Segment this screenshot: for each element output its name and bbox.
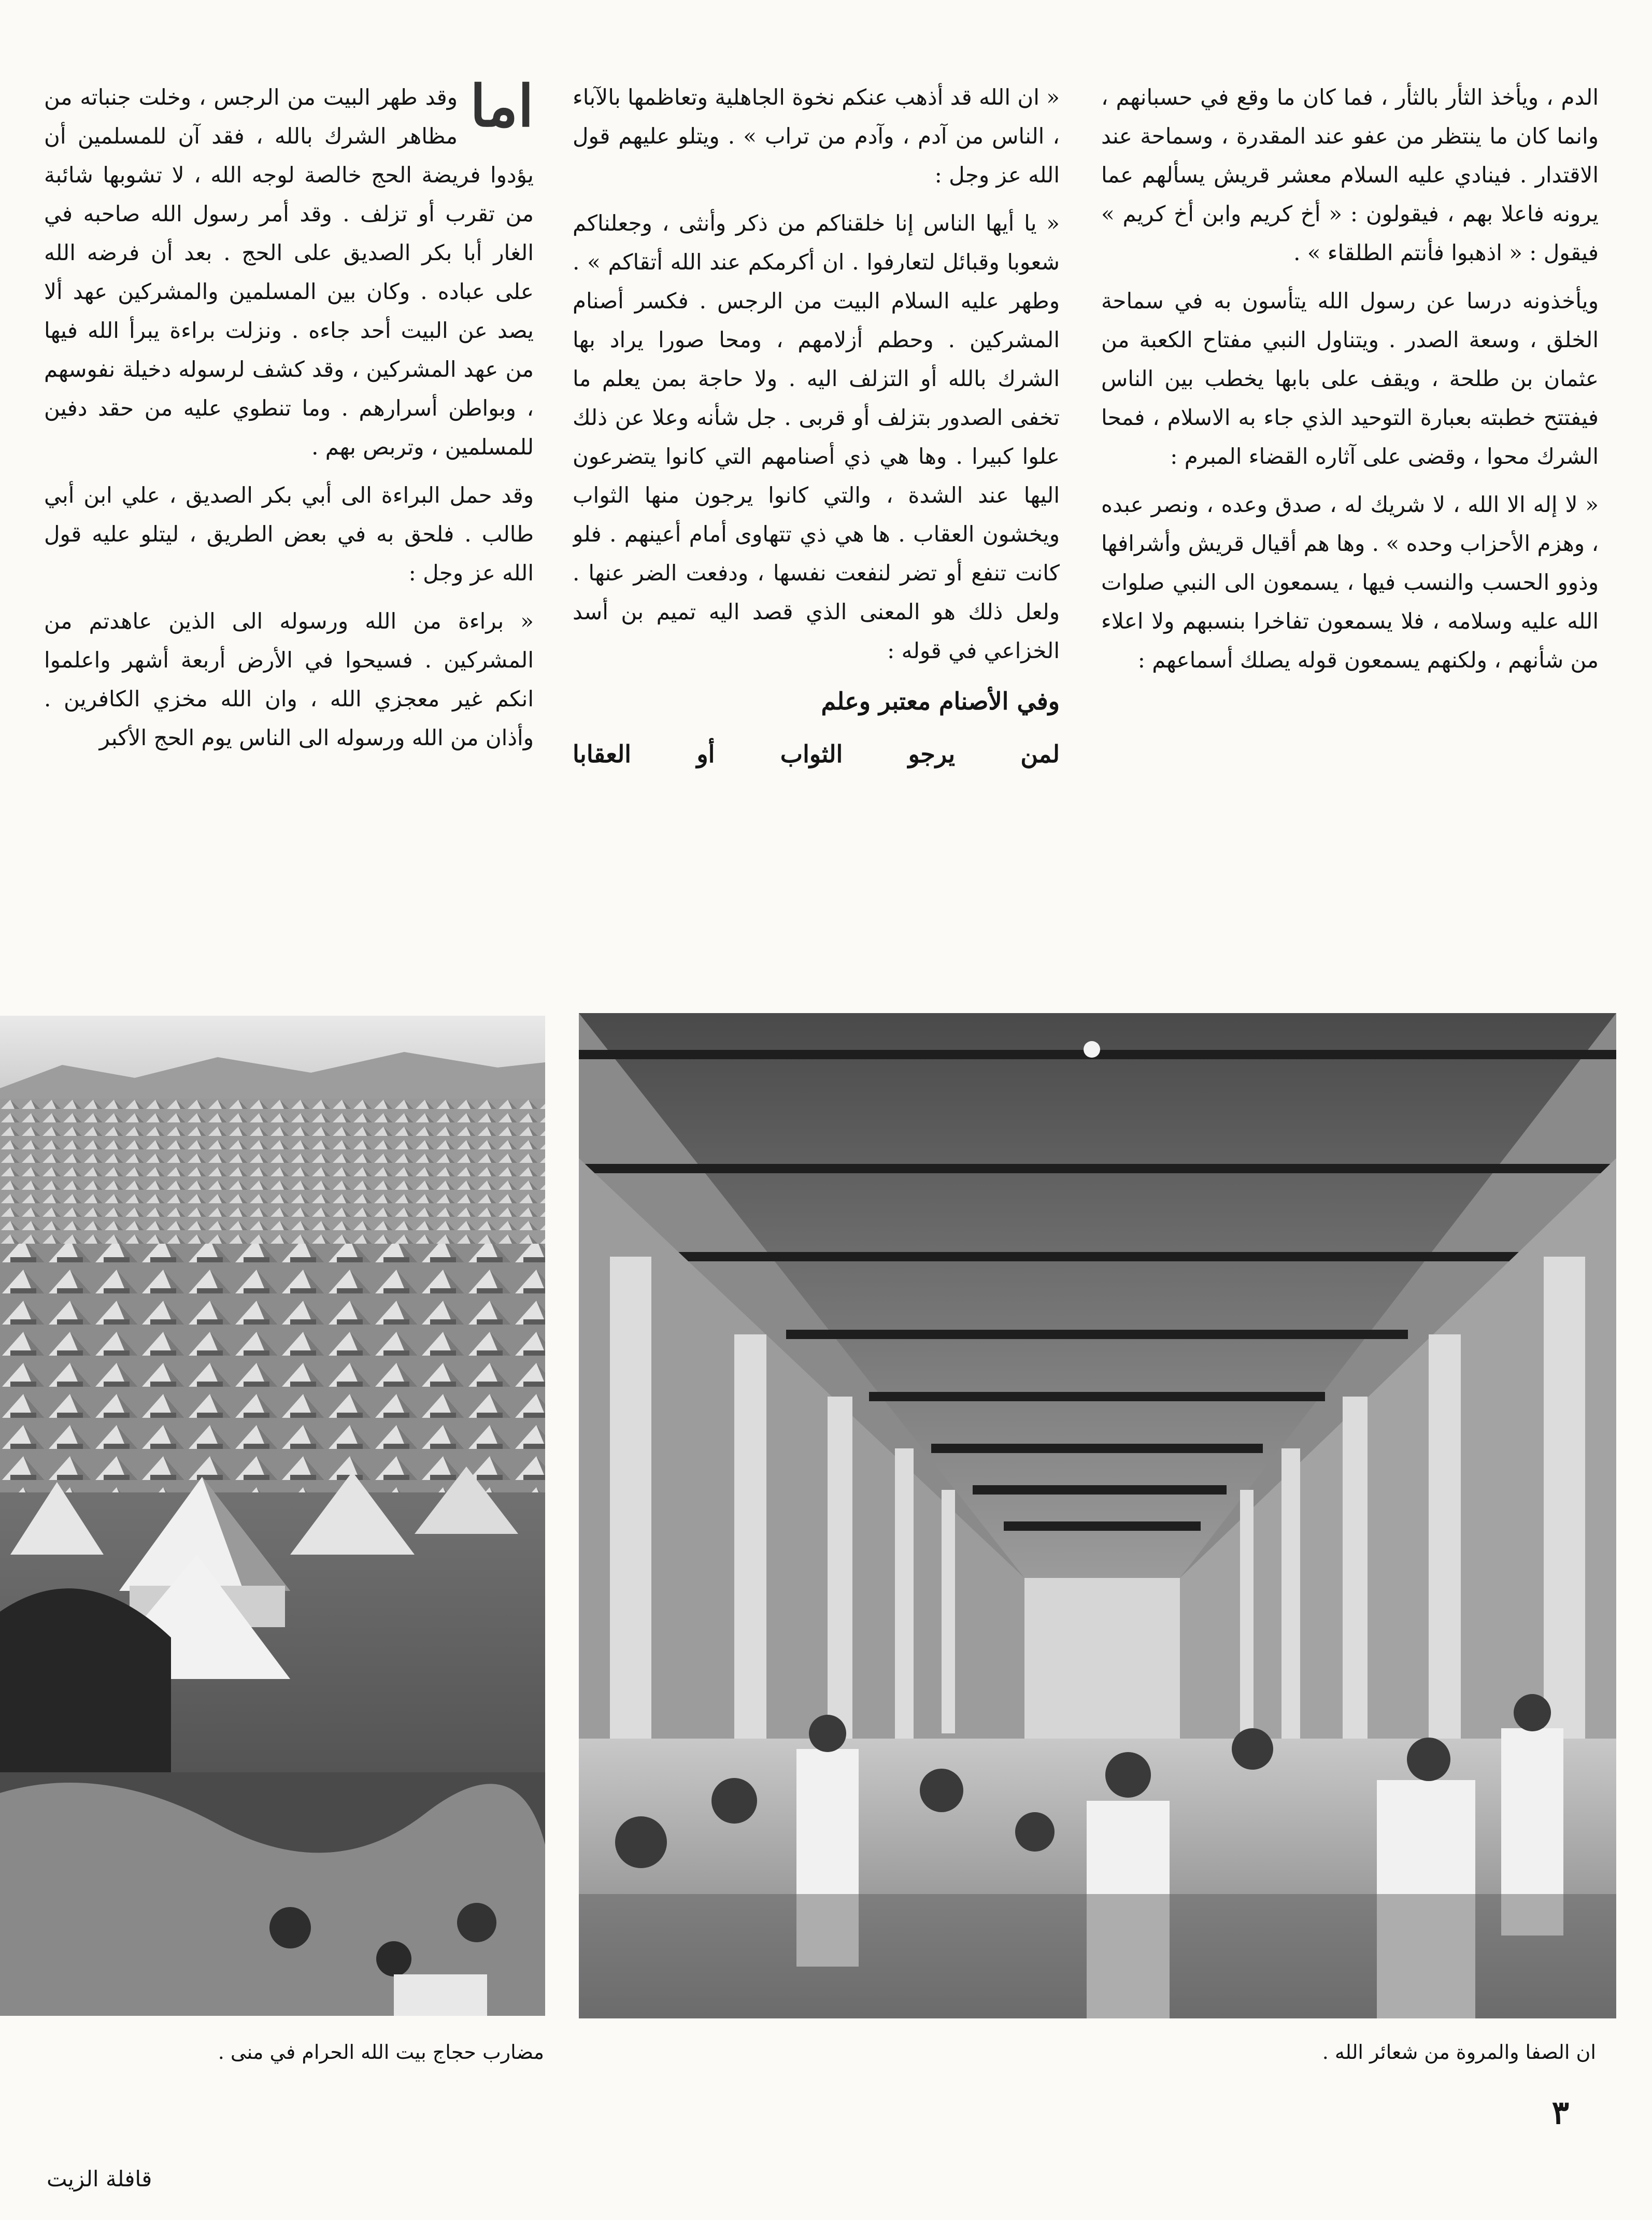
paragraph: « براءة من الله ورسوله الى الذين عاهدتم من المشركين . فسيحوا في الأرض أربعة أشهر واعلموا انكم غير معجزي الله ، وان الله مخزي الكافرين . وأذان من الله ورسوله الى الناس يوم الحج الأكبر bbox=[44, 608, 534, 750]
verse-line: لمن يرجو الثواب أو العقابا bbox=[573, 740, 1060, 768]
page-number: ٣ bbox=[1551, 2094, 1569, 2131]
poem-verse bbox=[573, 679, 1060, 776]
paragraph: وقد طهر البيت من الرجس ، وخلت جنباته من مظاهر الشرك بالله ، فقد آن للمسلمين أن يؤدوا فريضة الحج خالصة لوجه الله ، لا تشوبها شائبة من تقرب أو تزلف . وقد أمر رسول الله صاحبه في الغار أبا بكر الصديق على الحج . بعد أن فرضه الله على عباده . وكان بين المسلمين والمشركين عهد ألا يصد عن البيت أحد جاءه . ونزلت براءة يبرأ الله فيها من عهد المشركين ، وقد كشف لرسوله دخيلة نفوسهم ، وبواطن أسرارهم . وما تنطوي عليه من حقد دفين للمسلمين ، وتربص بهم . bbox=[44, 84, 534, 460]
paragraph: « يا أيها الناس إنا خلقناكم من ذكر وأنثى ، وجعلناكم شعوبا وقبائل لتعارفوا . ان أكرمكم عند الله أتقاكم » . وطهر عليه السلام البيت من الرجس . فكسر أصنام المشركين . وحطم أزلامهم ، ومحا صورا يراد بها الشرك بالله أو التزلف اليه . ولا حاجة بمن يعلم ما تخفى الصدور بتزلف أو قربى . جل شأنه وعلا عن ذلك علوا كبيرا . وها هي ذي أصنامهم التي كانوا يتضرعون اليها عند الشدة ، والتي كانوا يرجون منها الثواب ويخشون العقاب . ها هي ذي تتهاوى أمام أعينهم . فلو كانت تنفع أو تضر لنفعت نفسها ، ودفعت الضر عنها . ولعل ذلك هو المعنى الذي قصد اليه تميم بن أسد الخزاعي في قوله : bbox=[573, 210, 1060, 663]
photo-caption-masaa: ان الصفا والمروة من شعائر الله . bbox=[1322, 2041, 1596, 2064]
paragraph: الدم ، ويأخذ الثأر بالثأر ، فما كان ما وقع في حسبانهم ، وانما كان ما ينتظر من عفو عند المقدرة ، وسماحة عند الاقتدار . فينادي عليه السلام معشر قريش يسألهم عما يرونه فاعلا بهم ، فيقولون : « أخ كريم وابن أخ كريم » فيقول : « اذهبوا فأنتم الطلقاء » . bbox=[1101, 84, 1599, 265]
drop-cap: اما bbox=[470, 78, 534, 139]
paragraph: وقد حمل البراءة الى أبي بكر الصديق ، علي ابن أبي طالب . فلحق به في بعض الطريق ، ليتلو عليه قول الله عز وجل : bbox=[44, 482, 534, 586]
magazine-name: قافلة الزيت bbox=[47, 2166, 152, 2191]
text-column-left bbox=[44, 78, 534, 896]
photo-caption-tents: مضارب حجاج بيت الله الحرام في منى . bbox=[218, 2041, 544, 2064]
paragraph: ويأخذونه درسا عن رسول الله يتأسون به في سماحة الخلق ، وسعة الصدر . ويتناول النبي مفتاح الكعبة من عثمان بن طلحة ، ويقف على بابها يخطب بين الناس فيفتتح خطبته بعبارة التوحيد الذي جاء به الاسلام ، فمحا الشرك محوا ، وقضى على آثاره القضاء المبرم : bbox=[1101, 288, 1599, 469]
text-column-right bbox=[1101, 78, 1599, 896]
text-column-middle bbox=[573, 78, 1060, 896]
photo-tents-mina bbox=[0, 1016, 545, 2016]
paragraph: « ان الله قد أذهب عنكم نخوة الجاهلية وتعاظمها بالآباء ، الناس من آدم ، وآدم من تراب » . ويتلو عليهم قول الله عز وجل : bbox=[573, 84, 1060, 188]
photo-masaa-safa-marwa bbox=[579, 1013, 1616, 2018]
verse-line: وفي الأصنام معتبر وعلم bbox=[821, 687, 1060, 715]
paragraph: « لا إله الا الله ، لا شريك له ، صدق وعده ، ونصر عبده ، وهزم الأحزاب وحده » . وها هم أقيال قريش وأشرافها وذوو الحسب والنسب فيها ، يسمعون الى النبي صلوات الله عليه وسلامه ، فلا يسمعون تفاخرا بنسبهم ولا اعلاء من شأنهم ، ولكنهم يسمعون قوله يصلك أسماعهم : bbox=[1101, 492, 1599, 673]
